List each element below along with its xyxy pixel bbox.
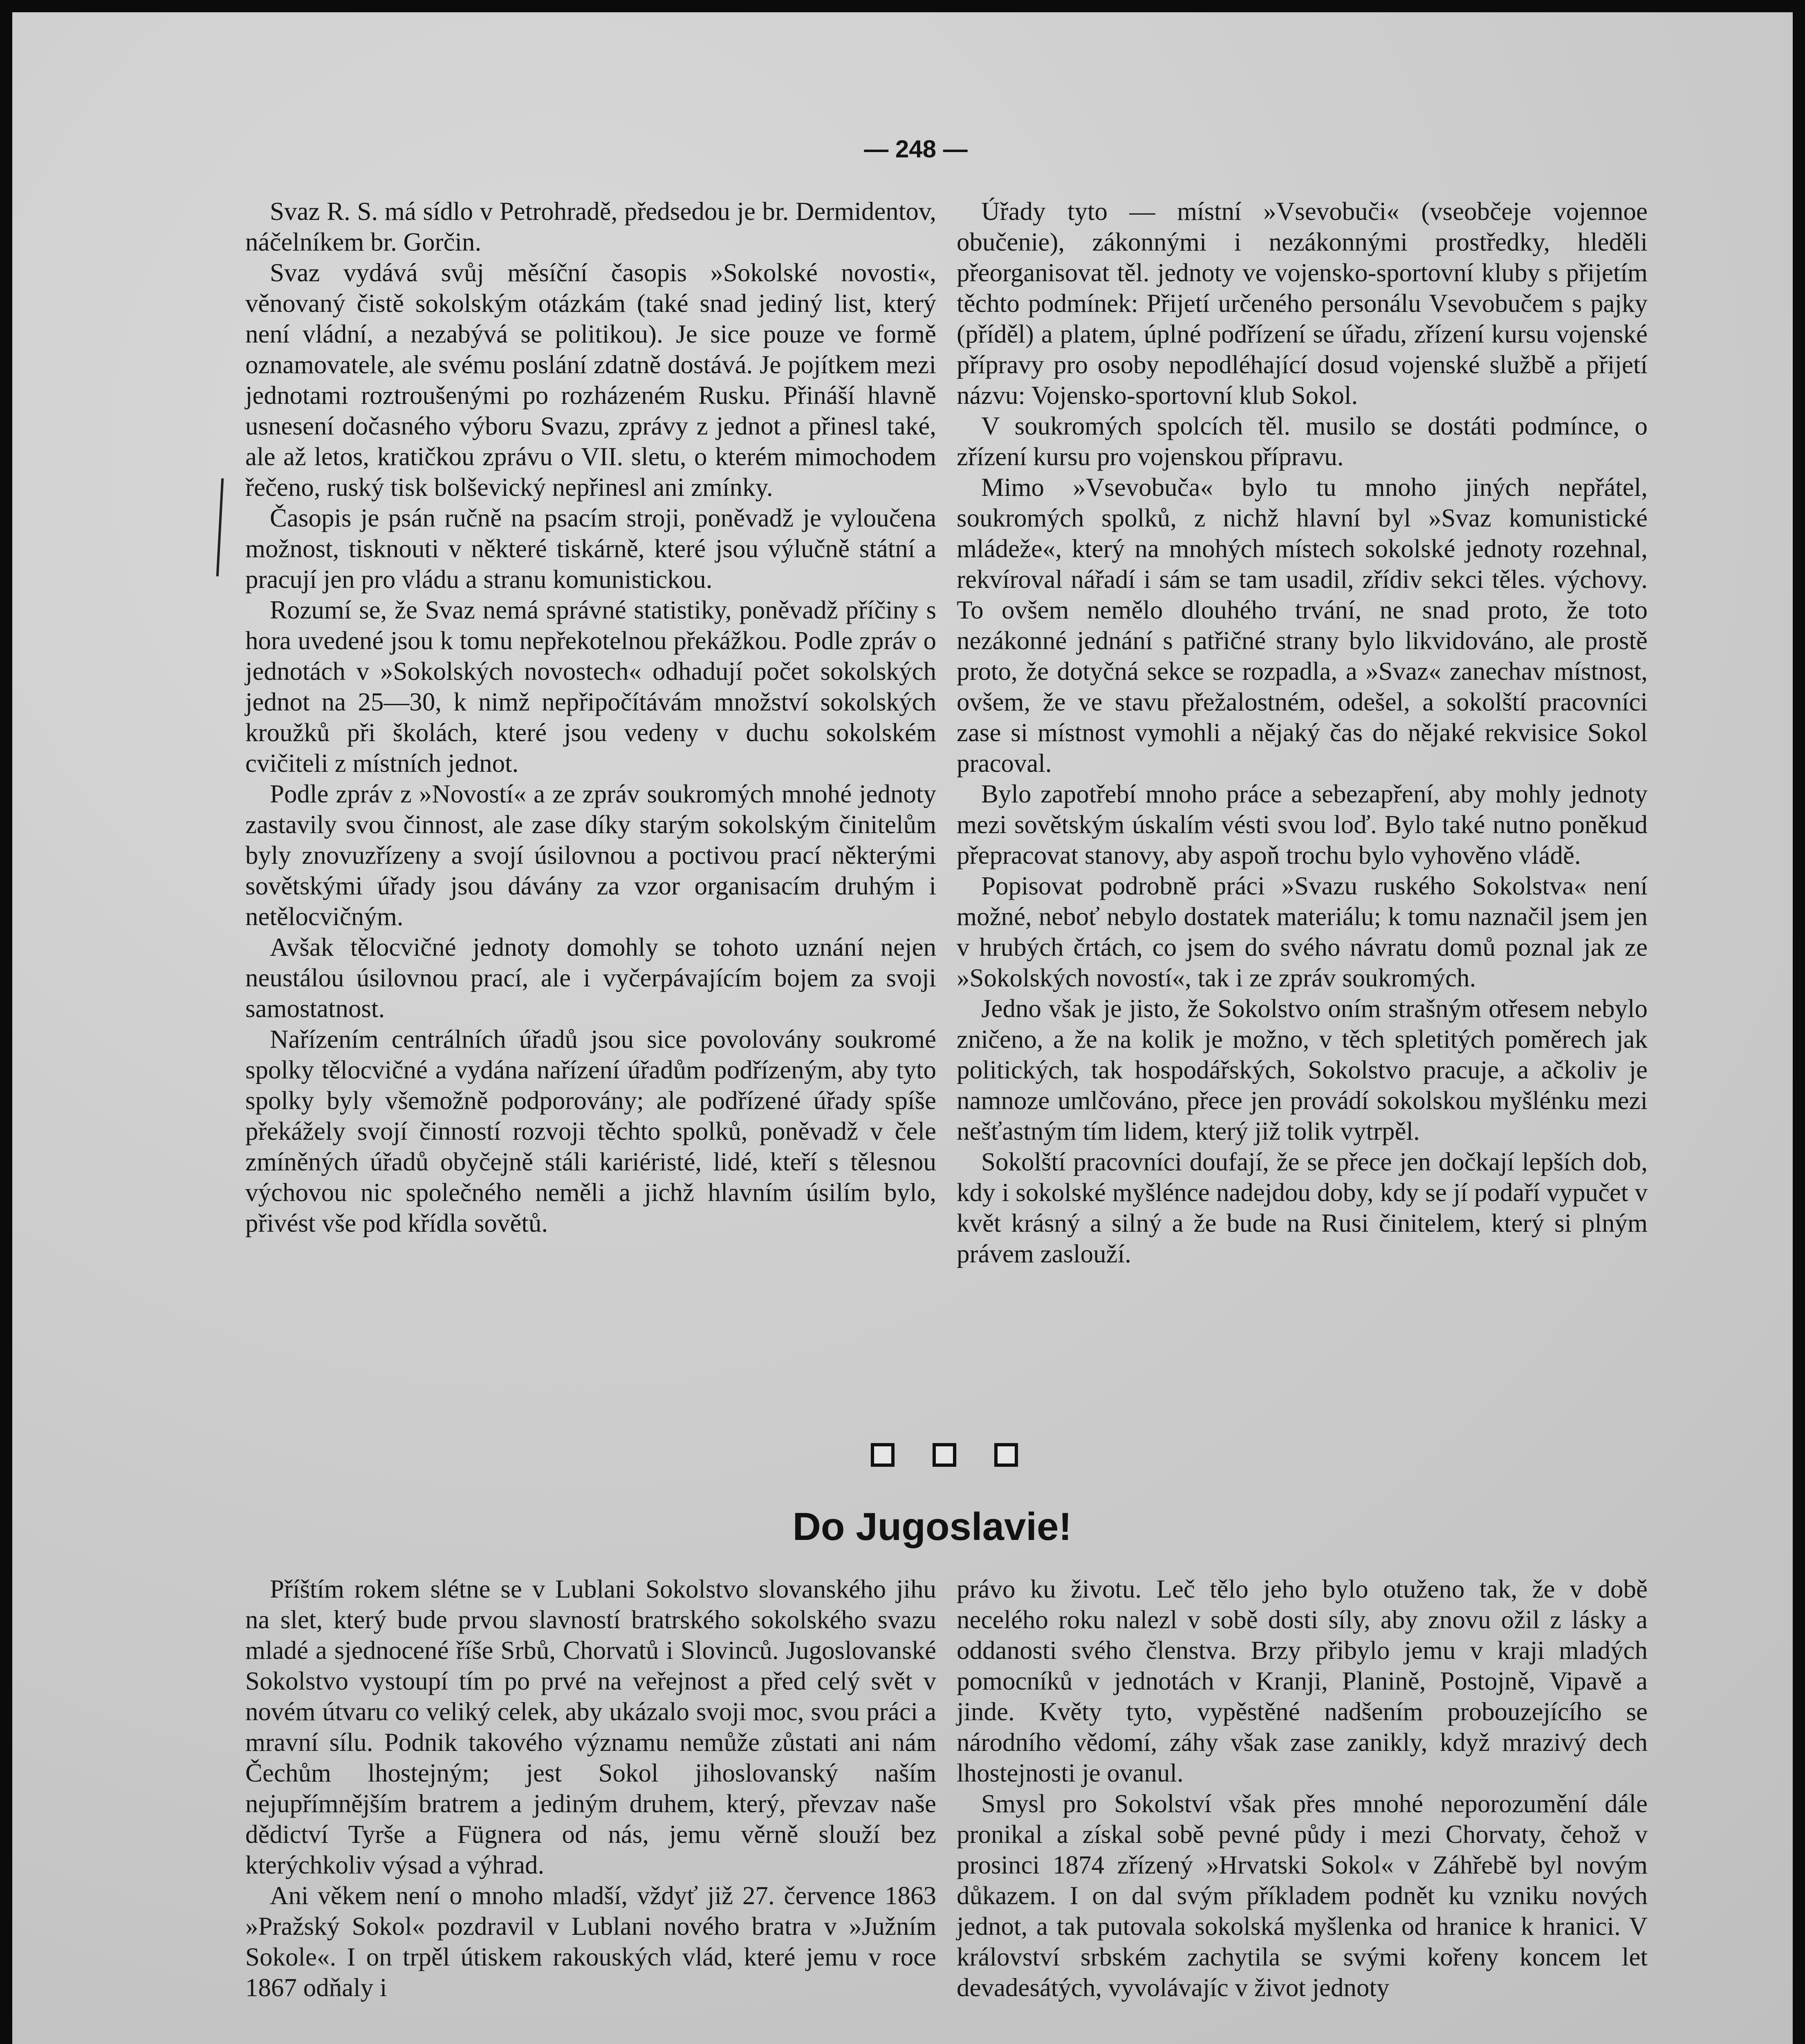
margin-pencil-mark	[216, 478, 224, 576]
page-number: — 248 —	[864, 135, 968, 163]
paragraph: Úřady tyto — místní »Vsevobuči« (vseobčeje vojennoe obučenie), zákonnými i nezákonnými prostředky, hleděli přeorganisovat těl. jednoty ve vojensko-sportovní kluby s přijetím těchto podmínek: Přijetí určeného personálu Vsevobučem s pajky (příděl) a platem, úplné podřízení se úřadu, zřízení kursu vojenské přípravy pro osoby nepodléhající dosud vojenské službě a přijetí názvu: Vojensko-sportovní klub Sokol.	[957, 197, 1648, 410]
column-right-top	[957, 196, 1648, 1269]
paragraph: Jedno však je jisto, že Sokolstvo oním strašným otřesem nebylo zničeno, a že na kolik je možno, v těch spletitých poměrech jak politických, tak hospodářských, Sokolstvo pracuje, a ačkoliv je namnoze umlčováno, přece jen provádí sokolskou myšlénku mezi nešťastným tím lidem, který již tolik vytrpěl.	[957, 994, 1648, 1145]
paragraph: Ani věkem není o mnoho mladší, vždyť již 27. července 1863 »Pražský Sokol« pozdravil v Lublani nového bratra v »Južním Sokole«. I on trpěl útiskem rakouských vlád, které jemu v roce 1867 odňaly i	[245, 1881, 936, 2002]
paragraph: Podle zpráv z »Novostí« a ze zpráv soukromých mnohé jednoty zastavily svou činnost, ale zase díky starým sokolským činitelům byly znovuzřízeny a svojí úsilovnou a poctivou prací některými sovětskými úřady jsou dávány za vzor organisacím druhým i netělocvičným.	[245, 780, 936, 931]
paragraph: Svaz R. S. má sídlo v Petrohradě, předsedou je br. Dermidentov, náčelníkem br. Gorčin.	[245, 197, 936, 256]
paragraph: Svaz vydává svůj měsíční časopis »Sokolské novosti«, věnovaný čistě sokolským otázkám (také snad jediný list, který není vládní, a nezabývá se politikou). Je sice pouze ve formě oznamovatele, ale svému poslání zdatně dostává. Je pojítkem mezi jednotami roztroušenými po rozházeném Rusku. Přináší hlavně usnesení dočasného výboru Svazu, zprávy z jednot a přinesl také, ale až letos, kratičkou zprávu o VII. sletu, o kterém mimochodem řečeno, ruský tisk bolševický nepřinesl ani zmínky.	[245, 258, 936, 502]
paragraph: Mimo »Vsevobuča« bylo tu mnoho jiných nepřátel, soukromých spolků, z nichž hlavní byl »Svaz komunistické mládeže«, který na mnohých místech sokolské jednoty rozehnal, rekvíroval nářadí i sám se tam usadil, zřídiv sekci těles. výchovy. To ovšem nemělo dlouhého trvání, ne snad proto, že toto nezákonné jednání s patřičné strany bylo likvidováno, ale prostě proto, že dotyčná sekce se rozpadla, a »Svaz« zanechav místnost, ovšem, že ve stavu přežalostném, odešel, a sokolští pracovníci zase si místnost vymohli a nějaký čas do nějaké rekvisice Sokol pracoval.	[957, 473, 1648, 778]
paragraph: Popisovat podrobně práci »Svazu ruského Sokolstva« není možné, neboť nebylo dostatek materiálu; k tomu naznačil jsem jen v hrubých črtách, co jsem do svého návratu domů poznal jak ze »Sokolských novostí«, tak i ze zpráv soukromých.	[957, 872, 1648, 992]
paragraph: Bylo zapotřebí mnoho práce a sebezapření, aby mohly jednoty mezi sovětským úskalím vésti svou loď. Bylo také nutno poněkud přepracovat stanovy, aby aspoň trochu bylo vyhověno vládě.	[957, 780, 1648, 870]
paragraph: právo ku životu. Leč tělo jeho bylo otuženo tak, že v době necelého roku nalezl v sobě dosti síly, aby znovu ožil z lásky a oddanosti svého členstva. Brzy přibylo jemu v kraji mladých pomocníků v jednotách v Kranji, Planině, Postojně, Vipavě a jinde. Květy tyto, vypěstěné nadšením probouzejícího se národního vědomí, záhy však zase zanikly, když mrazivý dech lhostejnosti je ovanul.	[957, 1575, 1648, 1787]
divider-square-icon	[871, 1443, 895, 1467]
paragraph: Časopis je psán ručně na psacím stroji, poněvadž je vyloučena možnost, tisknouti v některé tiskárně, které jsou výlučně státní a pracují jen pro vládu a stranu komunistickou.	[245, 504, 936, 594]
paragraph: Nařízením centrálních úřadů jsou sice povolovány soukromé spolky tělocvičné a vydána nařízení úřadům podřízeným, aby tyto spolky byly všemožně podporovány; ale podřízené úřady spíše překážely svojí činností rozvoji těchto spolků, poněvadž v čele zmíněných úřadů obyčejně stáli kariéristé, lidé, kteří s tělesnou výchovou nic společného neměli a jichž hlavním úsilím bylo, přivést vše pod křídla sovětů.	[245, 1025, 936, 1237]
paragraph: Sokolští pracovníci doufají, že se přece jen dočkají lepších dob, kdy i sokolské myšlénce nadejdou doby, kdy se jí podaří vypučet v květ krásný a silný a že bude na Rusi činitelem, který si plným právem zaslouží.	[957, 1148, 1648, 1268]
column-left-bottom	[245, 1574, 936, 2003]
paragraph: Příštím rokem slétne se v Lublani Sokolstvo slovanského jihu na slet, který bude prvou slavností bratrského sokolského svazu mladé a sjednocené říše Srbů, Chorvatů i Slovinců. Jugoslovanské Sokolstvo vystoupí tím po prvé na veřejnost a před celý svět v novém útvaru co veliký celek, aby ukázalo svoji moc, svou práci a mravní sílu. Podnik takového významu nemůže zůstati ani nám Čechům lhostejným; jest Sokol jihoslovanský naším nejupřímnějším bratrem a jediným druhem, který, převzav naše dědictví Tyrše a Fügnera od nás, jemu věrně slouží bez kterýchkoliv výsad a výhrad.	[245, 1575, 936, 1879]
paragraph: Smysl pro Sokolství však přes mnohé neporozumění dále pronikal a získal sobě pevné půdy i mezi Chorvaty, čehož v prosinci 1874 zřízený »Hrvatski Sokol« v Záhřebě byl novým důkazem. I on dal svým příkladem podnět ku vzniku nových jednot, a tak putovala sokolská myšlenka od hranice k hranici. V království srbském zachytila se svými kořeny koncem let devadesátých, vyvolávajíc v život jednoty	[957, 1789, 1648, 2002]
paragraph: Avšak tělocvičné jednoty domohly se tohoto uznání nejen neustálou úsilovnou prací, ale i vyčerpávajícím bojem za svoji samostatnost.	[245, 933, 936, 1023]
paragraph: Rozumí se, že Svaz nemá správné statistiky, poněvadž příčiny s hora uvedené jsou k tomu nepřekotelnou překážkou. Podle zpráv o jednotách v »Sokolských novostech« odhadují počet sokolských jednot na 25—30, k nimž nepřipočítávám množství sokolských kroužků při školách, které jsou vedeny v duchu sokolském cvičiteli z místních jednot.	[245, 596, 936, 778]
divider-square-icon	[933, 1443, 956, 1467]
section-divider	[871, 1443, 1018, 1472]
column-left-top	[245, 196, 936, 1239]
column-right-bottom	[957, 1574, 1648, 2003]
divider-square-icon	[994, 1443, 1018, 1467]
paragraph: V soukromých spolcích těl. musilo se dostáti podmínce, o zřízení kursu pro vojenskou přípravu.	[957, 412, 1648, 471]
scanned-page	[12, 12, 1793, 2044]
article-title: Do Jugoslavie!	[792, 1505, 1072, 1549]
